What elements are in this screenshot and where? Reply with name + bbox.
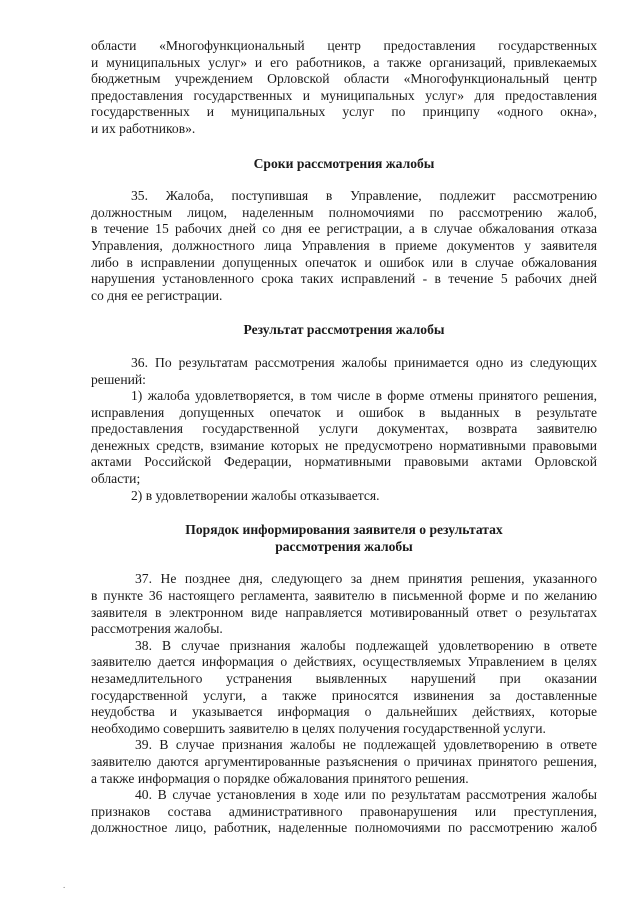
text-line: государственных и муниципальных услуг по принципу «одного окна», <box>91 104 597 120</box>
text-line: решений: <box>91 371 146 387</box>
text-line: в течение 15 рабочих дней со дня ее регистрации, а в случае обжалования отказа <box>91 221 597 237</box>
paragraph-39 <box>91 737 597 787</box>
section-inform <box>91 522 597 837</box>
text-line: 40. В случае установления в ходе или по результатам рассмотрения жалобы <box>135 787 597 803</box>
text-line: незамедлительного устранения выявленных нарушений при оказании <box>91 671 597 686</box>
text-line: и муниципальных услуг» и его работников, а также организаций, привлекаемых <box>91 54 597 70</box>
section-heading-line-2: рассмотрения жалобы <box>275 538 413 554</box>
text-line: 1) жалоба удовлетворяется, в том числе в форме отмены принятого решения, <box>131 388 597 404</box>
text-line: области «Многофункциональный центр предоставления государственных <box>91 38 597 53</box>
text-line: признаков состава административного правонарушения или преступления, <box>91 803 597 819</box>
text-line: 38. В случае признания жалобы подлежащей удовлетворению в ответе <box>135 637 597 653</box>
text-line: рассмотрения жалобы. <box>91 621 223 637</box>
text-line: государственной услуги, а также приносятся извинения за доставленные <box>91 687 597 703</box>
text-line: области; <box>91 471 141 487</box>
text-line: предоставления государственной услуги документах, возврата заявителю <box>91 421 597 437</box>
paragraph-36 <box>91 355 597 388</box>
text-line: неудобства и указывается информация о дальнейших действиях, которые <box>91 704 597 720</box>
text-line: необходимо совершить заявителю в целях получения государственной услуги. <box>91 720 546 736</box>
section-heading-line-1: Порядок информирования заявителя о результатах <box>185 522 503 538</box>
paragraph-37 <box>91 571 597 637</box>
section-heading: Результат рассмотрения жалобы <box>243 322 445 338</box>
text-line: заявителю даются аргументированные разъяснения о причинах принятого решения, <box>91 753 597 769</box>
text-line: исправления допущенных опечаток и ошибок в выданных в результате <box>91 404 597 420</box>
text-line: актами Российской Федерации, нормативными правовыми актами Орловской <box>91 454 597 470</box>
text-line: Управления, должностного лица Управления в приеме документов у заявителя <box>91 237 597 253</box>
intro-paragraph <box>91 38 597 138</box>
text-line: денежных средств, взимание которых не предусмотрено нормативными правовыми <box>91 437 597 453</box>
text-line: заявителя в электронном виде направляется мотивированный ответ о результатах <box>91 604 597 620</box>
text-line: должностным лицом, наделенным полномочиями по рассмотрению жалоб, <box>91 204 597 220</box>
paragraph-35 <box>91 188 597 304</box>
text-line: а также информация о порядке обжалования принятого решения. <box>91 770 469 786</box>
section-terms <box>91 156 597 305</box>
text-line: либо в исправлении допущенных опечаток и ошибок или в случае обжалования <box>91 254 597 270</box>
text-line: бюджетным учреждением Орловской области «Многофункциональный центр <box>91 71 597 87</box>
section-result <box>91 322 597 504</box>
paragraph-36-item-2: 2) в удовлетворении жалобы отказывается. <box>131 487 380 503</box>
text-line: 36. По результатам рассмотрения жалобы принимается одно из следующих <box>131 354 597 370</box>
paragraph-38 <box>91 638 597 738</box>
text-line: и их работников». <box>91 120 196 136</box>
document-page <box>91 38 597 837</box>
text-line: 35. Жалоба, поступившая в Управление, подлежит рассмотрению <box>131 188 597 204</box>
paragraph-36-item-1 <box>91 388 597 488</box>
text-line: предоставления государственных и муниципальных услуг» для предоставления <box>91 87 597 103</box>
text-line: 39. В случае признания жалобы не подлежащей удовлетворению в ответе <box>135 737 597 753</box>
section-heading: Сроки рассмотрения жалобы <box>253 155 435 171</box>
text-line: со дня ее регистрации. <box>91 287 223 303</box>
text-line: заявителю дается информация о действиях, осуществляемых Управлением в целях <box>91 654 597 670</box>
paragraph-40 <box>91 787 597 837</box>
text-line: должностное лицо, работник, наделенные полномочиями по рассмотрению жалоб <box>91 820 597 836</box>
text-line: в пункте 36 настоящего регламента, заявителю в письменной форме и по желанию <box>91 588 597 604</box>
scan-mark: . <box>63 880 66 890</box>
text-line: нарушения установленного срока таких исправлений - в течение 5 рабочих дней <box>91 271 597 287</box>
text-line: 37. Не позднее дня, следующего за днем принятия решения, указанного <box>135 571 597 587</box>
